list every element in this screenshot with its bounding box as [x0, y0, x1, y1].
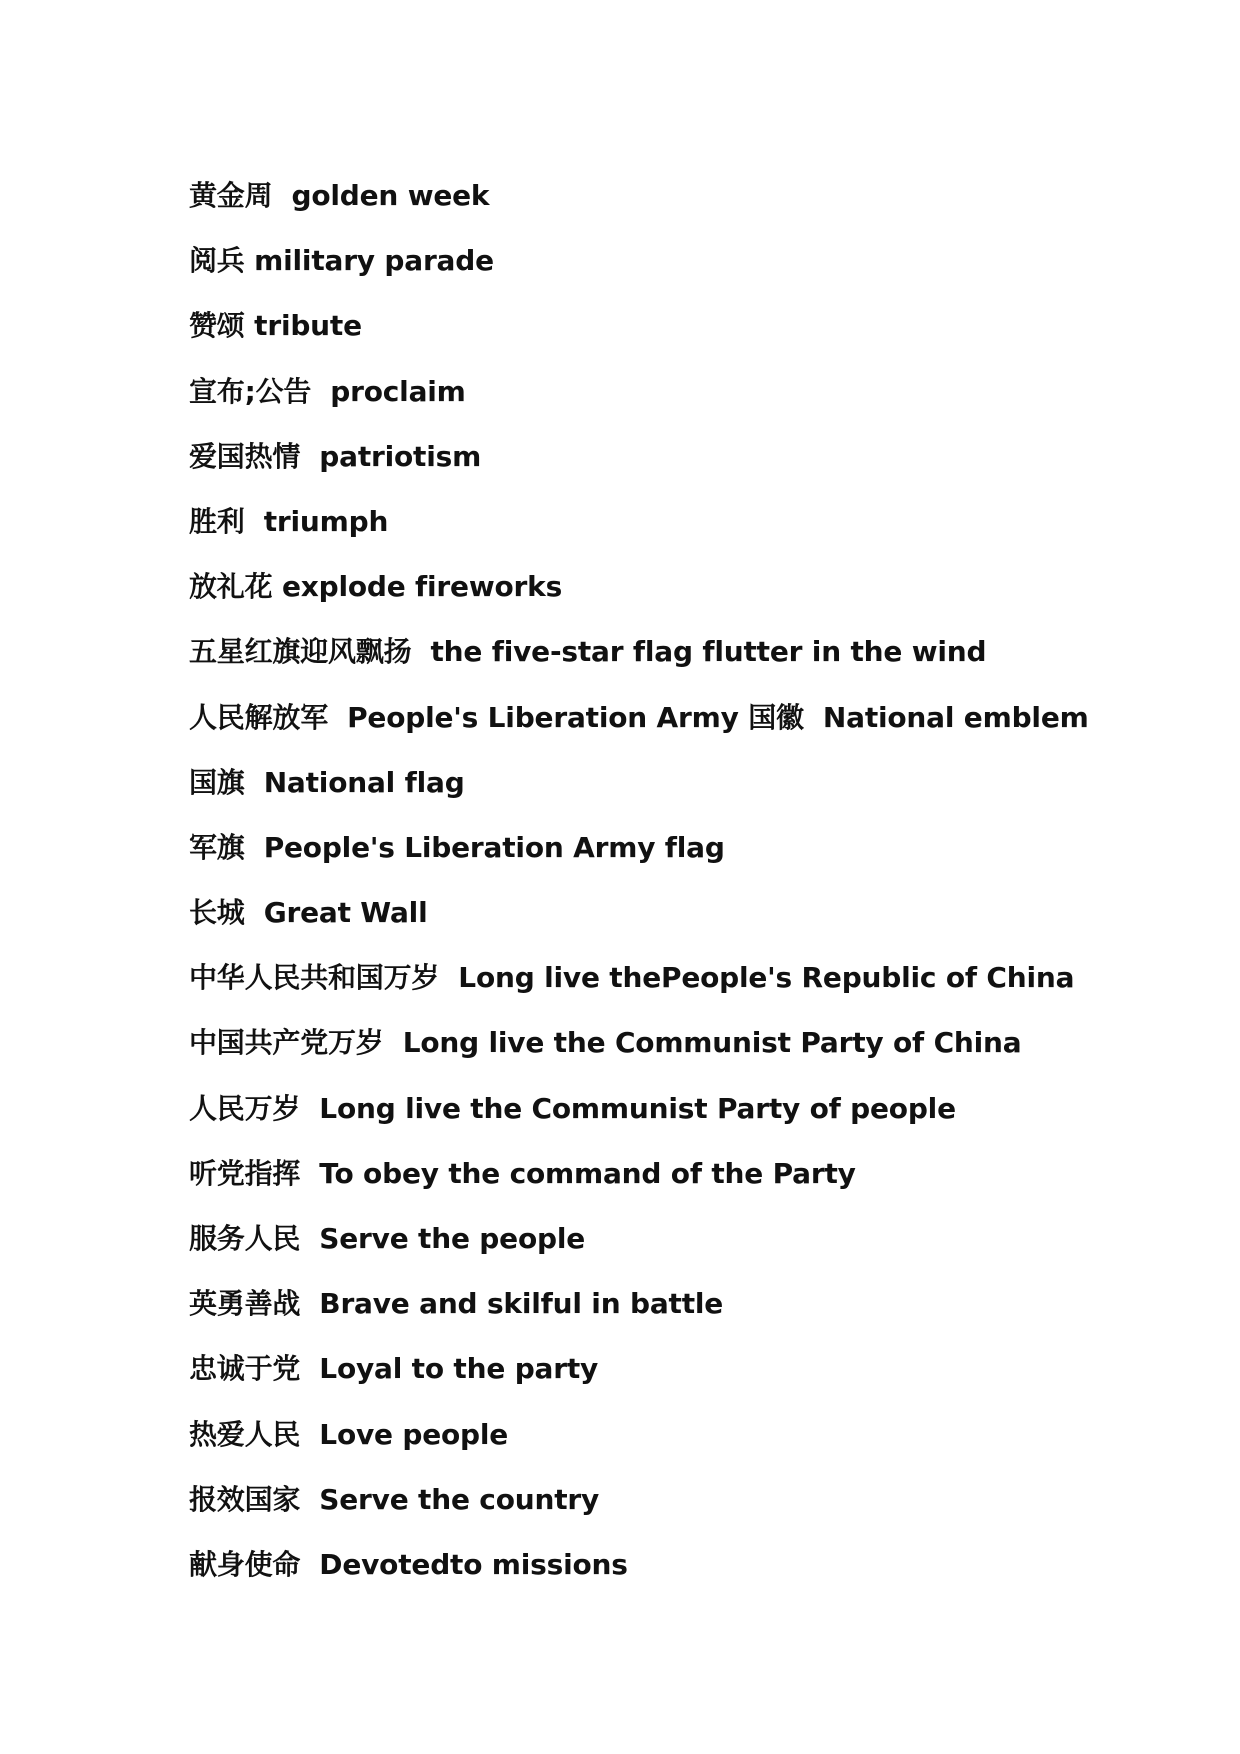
vocab-line: 五星红旗迎风飘扬 the five-star flag flutter in the wind	[189, 635, 987, 669]
vocab-line: 胜利 triumph	[189, 504, 389, 538]
vocab-line: 宣布;公告 proclaim	[189, 374, 466, 408]
vocab-line: 报效国家 Serve the country	[189, 1482, 600, 1516]
vocab-line: 热爱人民 Love people	[189, 1417, 509, 1451]
vocab-line: 黄金周 golden week	[189, 179, 490, 212]
vocab-line: 中国共产党万岁 Long live the Communist Party of China	[189, 1026, 1022, 1060]
vocab-line: 服务人民 Serve the people	[189, 1222, 586, 1255]
vocab-line: 赞颂 tribute	[189, 309, 362, 343]
vocab-line: 英勇善战 Brave and skilful in battle	[189, 1287, 724, 1321]
vocab-line: 阅兵 military parade	[189, 244, 494, 278]
vocabulary-list	[189, 172, 1189, 1606]
vocab-line: 爱国热情 patriotism	[189, 439, 482, 473]
vocab-line: 国旗 National flag	[189, 765, 465, 799]
vocab-line: 军旗 People's Liberation Army flag	[189, 830, 725, 864]
vocab-line: 人民解放军 People's Liberation Army 国徽 National emblem	[189, 700, 1089, 734]
vocab-line: 人民万岁 Long live the Communist Party of people	[189, 1091, 956, 1125]
vocab-line: 听党指挥 To obey the command of the Party	[189, 1156, 856, 1190]
vocab-line: 中华人民共和国万岁 Long live thePeople's Republic of China	[189, 961, 1075, 995]
vocab-line: 忠诚于党 Loyal to the party	[189, 1352, 599, 1386]
vocab-line: 放礼花 explode fireworks	[189, 570, 563, 604]
vocab-line: 长城 Great Wall	[189, 896, 428, 930]
vocab-line: 献身使命 Devotedto missions	[189, 1547, 628, 1581]
